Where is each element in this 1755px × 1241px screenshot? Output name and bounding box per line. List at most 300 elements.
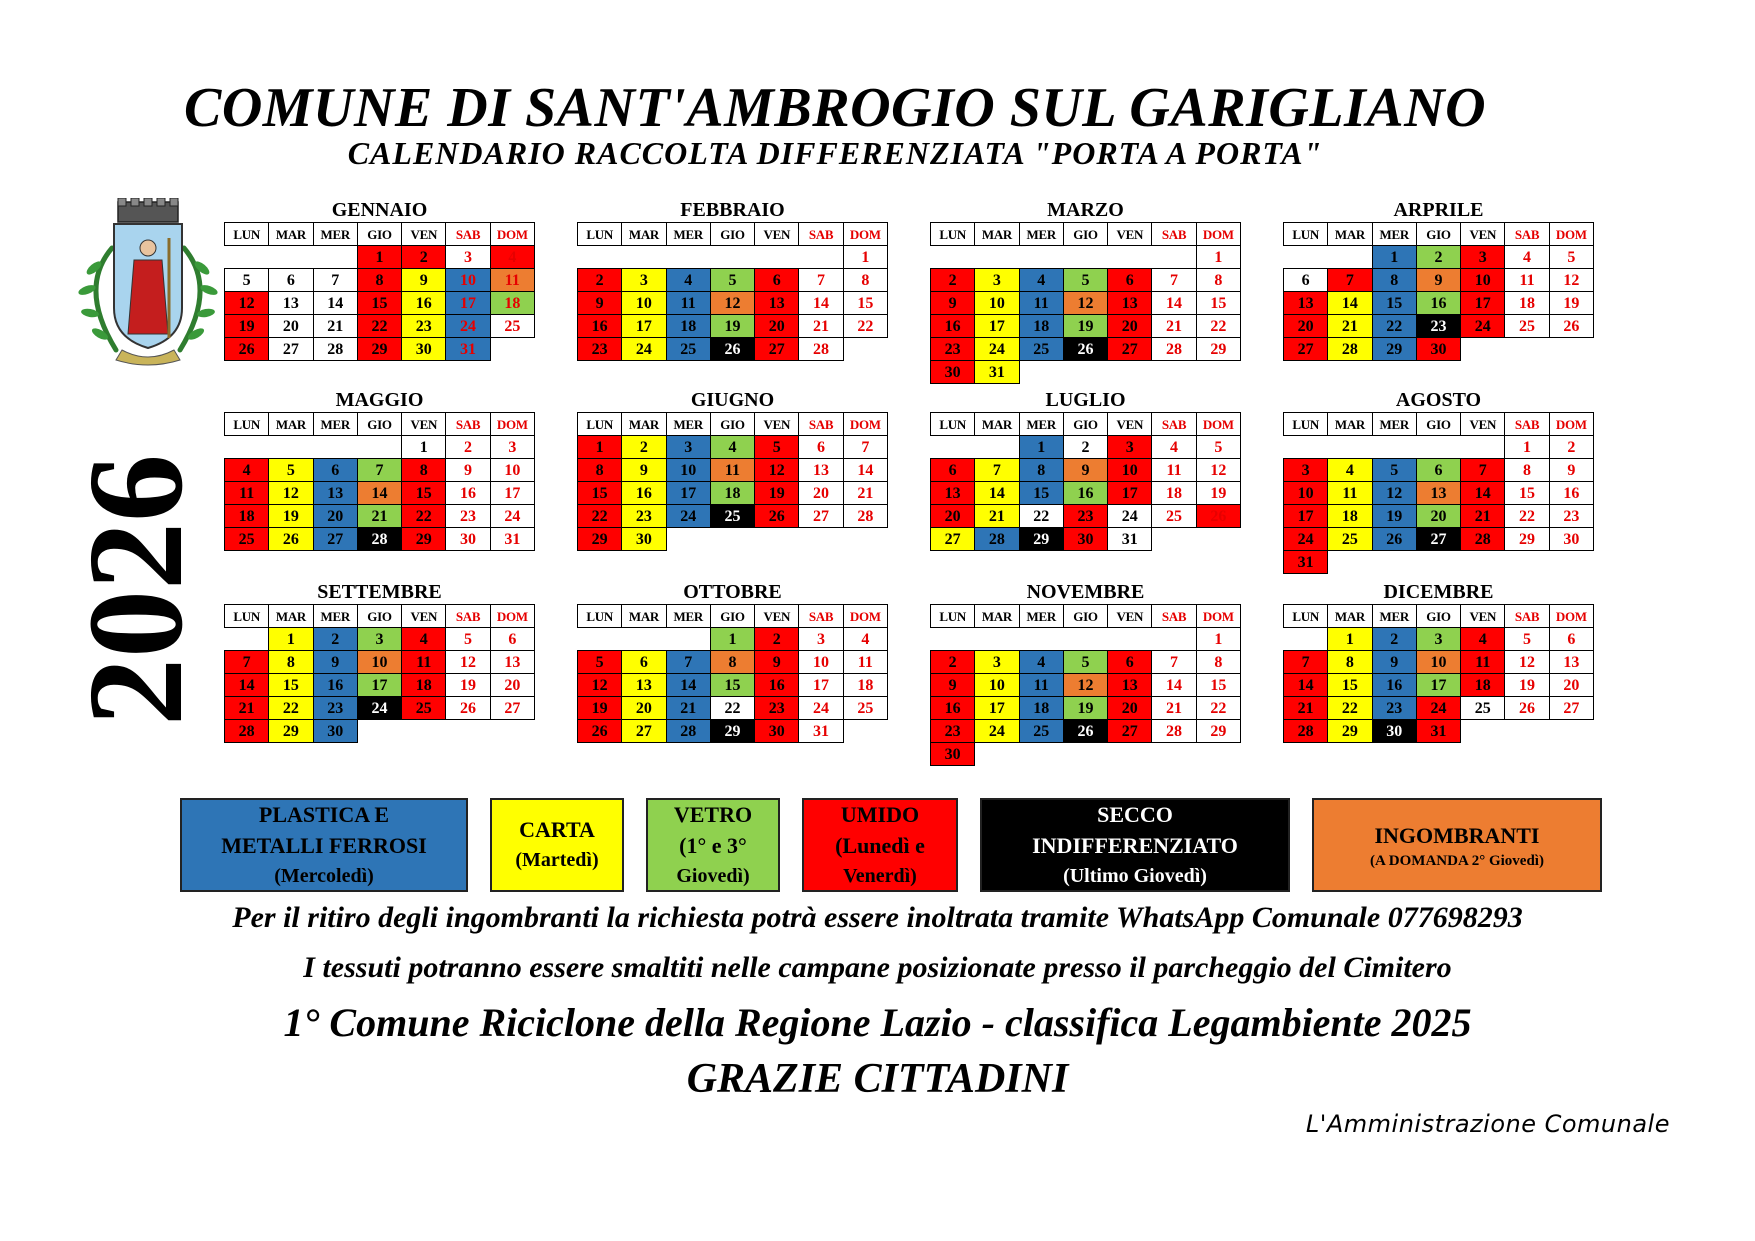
- empty-cell: [578, 628, 622, 651]
- weekday-header: DOM: [1196, 605, 1240, 628]
- legend-label: METALLI FERROSI: [221, 832, 427, 858]
- day-cell: 9: [1416, 269, 1460, 292]
- day-cell: 10: [357, 651, 401, 674]
- weekday-header: GIO: [357, 605, 401, 628]
- day-cell: 2: [578, 269, 622, 292]
- day-cell: 12: [1372, 482, 1416, 505]
- weekday-header: MAR: [269, 605, 313, 628]
- day-cell: 8: [1328, 651, 1372, 674]
- day-cell: 3: [975, 269, 1019, 292]
- empty-cell: [931, 436, 975, 459]
- weekday-header: MER: [1019, 605, 1063, 628]
- day-cell: 25: [1019, 338, 1063, 361]
- day-cell: 4: [490, 246, 534, 269]
- empty-cell: [269, 436, 313, 459]
- weekday-header: LUN: [225, 413, 269, 436]
- empty-cell: [1196, 528, 1240, 551]
- day-cell: 14: [1152, 674, 1196, 697]
- empty-cell: [446, 720, 490, 743]
- day-cell: 9: [1063, 459, 1107, 482]
- empty-cell: [1152, 528, 1196, 551]
- day-cell: 20: [799, 482, 843, 505]
- day-cell: 26: [1372, 528, 1416, 551]
- day-cell: 5: [1372, 459, 1416, 482]
- month-name: OTTOBRE: [683, 581, 782, 603]
- day-cell: 2: [1372, 628, 1416, 651]
- day-cell: 1: [402, 436, 446, 459]
- empty-cell: [357, 436, 401, 459]
- empty-cell: [1461, 338, 1505, 361]
- weekday-header: GIO: [710, 413, 754, 436]
- day-cell: 22: [1019, 505, 1063, 528]
- day-cell: 2: [931, 269, 975, 292]
- day-cell: 17: [799, 674, 843, 697]
- day-cell: 2: [1549, 436, 1593, 459]
- legend-label: PLASTICA E: [258, 801, 390, 827]
- day-cell: 4: [1019, 651, 1063, 674]
- weekday-header: MER: [1372, 605, 1416, 628]
- empty-cell: [1196, 361, 1240, 384]
- day-cell: 1: [1196, 246, 1240, 269]
- weekday-header: MAR: [622, 223, 666, 246]
- day-cell: 15: [1505, 482, 1549, 505]
- day-cell: 1: [1372, 246, 1416, 269]
- day-cell: 30: [931, 361, 975, 384]
- empty-cell: [1328, 551, 1372, 574]
- weekday-header: DOM: [490, 223, 534, 246]
- weekday-header: MAR: [1328, 223, 1372, 246]
- day-cell: 25: [843, 697, 887, 720]
- weekday-header: GIO: [1416, 605, 1460, 628]
- day-cell: 3: [622, 269, 666, 292]
- weekday-header: MAR: [975, 605, 1019, 628]
- day-cell: 24: [490, 505, 534, 528]
- weekday-header: MER: [313, 605, 357, 628]
- day-cell: 16: [1063, 482, 1107, 505]
- day-cell: 29: [1505, 528, 1549, 551]
- empty-cell: [1461, 551, 1505, 574]
- empty-cell: [1063, 246, 1107, 269]
- day-cell: 25: [1328, 528, 1372, 551]
- weekday-header: LUN: [931, 413, 975, 436]
- weekday-header: SAB: [1505, 223, 1549, 246]
- empty-cell: [975, 436, 1019, 459]
- day-cell: 28: [799, 338, 843, 361]
- day-cell: 26: [1549, 315, 1593, 338]
- weekday-header: DOM: [843, 413, 887, 436]
- day-cell: 22: [402, 505, 446, 528]
- day-cell: 25: [1461, 697, 1505, 720]
- day-cell: 9: [446, 459, 490, 482]
- day-cell: 7: [1461, 459, 1505, 482]
- day-cell: 25: [666, 338, 710, 361]
- day-cell: 21: [225, 697, 269, 720]
- day-cell: 10: [1108, 459, 1152, 482]
- day-cell: 20: [755, 315, 799, 338]
- empty-cell: [843, 528, 887, 551]
- day-cell: 5: [1196, 436, 1240, 459]
- day-cell: 31: [490, 528, 534, 551]
- day-cell: 4: [1328, 459, 1372, 482]
- day-cell: 11: [1328, 482, 1372, 505]
- day-cell: 30: [313, 720, 357, 743]
- month-gennaio: [224, 198, 535, 361]
- weekday-header: LUN: [578, 223, 622, 246]
- day-cell: 7: [357, 459, 401, 482]
- day-cell: 8: [578, 459, 622, 482]
- day-cell: 7: [843, 436, 887, 459]
- day-cell: 4: [843, 628, 887, 651]
- day-cell: 3: [1108, 436, 1152, 459]
- day-cell: 4: [1019, 269, 1063, 292]
- day-cell: 20: [269, 315, 313, 338]
- day-cell: 28: [225, 720, 269, 743]
- day-cell: 27: [1108, 338, 1152, 361]
- day-cell: 9: [755, 651, 799, 674]
- day-cell: 12: [1505, 651, 1549, 674]
- day-cell: 17: [975, 697, 1019, 720]
- month-name: MARZO: [1047, 199, 1124, 221]
- empty-cell: [313, 436, 357, 459]
- day-cell: 3: [446, 246, 490, 269]
- empty-cell: [1461, 436, 1505, 459]
- empty-cell: [1019, 246, 1063, 269]
- empty-cell: [1416, 551, 1460, 574]
- day-cell: 24: [622, 338, 666, 361]
- day-cell: 14: [975, 482, 1019, 505]
- day-cell: 31: [1284, 551, 1328, 574]
- day-cell: 16: [931, 697, 975, 720]
- legend-ingombranti: [1312, 798, 1602, 892]
- day-cell: 21: [975, 505, 1019, 528]
- day-cell: 10: [666, 459, 710, 482]
- day-cell: 6: [1284, 269, 1328, 292]
- weekday-header: LUN: [1284, 605, 1328, 628]
- weekday-header: VEN: [1461, 223, 1505, 246]
- day-cell: 7: [799, 269, 843, 292]
- legend-label: INDIFFERENZIATO: [1032, 832, 1238, 858]
- day-cell: 22: [843, 315, 887, 338]
- day-cell: 8: [843, 269, 887, 292]
- day-cell: 8: [357, 269, 401, 292]
- day-cell: 19: [1063, 315, 1107, 338]
- day-cell: 8: [1019, 459, 1063, 482]
- day-cell: 19: [269, 505, 313, 528]
- day-cell: 13: [1549, 651, 1593, 674]
- day-cell: 2: [931, 651, 975, 674]
- weekday-header: LUN: [578, 605, 622, 628]
- day-cell: 27: [1416, 528, 1460, 551]
- empty-cell: [666, 528, 710, 551]
- day-cell: 23: [931, 338, 975, 361]
- day-cell: 5: [269, 459, 313, 482]
- legend-carta: [490, 798, 624, 892]
- day-cell: 29: [710, 720, 754, 743]
- day-cell: 12: [1063, 674, 1107, 697]
- day-cell: 15: [1019, 482, 1063, 505]
- day-cell: 2: [1063, 436, 1107, 459]
- day-cell: 29: [1196, 720, 1240, 743]
- day-cell: 4: [1461, 628, 1505, 651]
- weekday-header: MAR: [622, 605, 666, 628]
- weekday-header: MAR: [1328, 605, 1372, 628]
- empty-cell: [1461, 720, 1505, 743]
- empty-cell: [225, 246, 269, 269]
- day-cell: 9: [931, 292, 975, 315]
- day-cell: 23: [578, 338, 622, 361]
- day-cell: 18: [1019, 315, 1063, 338]
- coat-of-arms-icon: [72, 198, 224, 368]
- legend-plastica: [180, 798, 468, 892]
- month-febbraio: [577, 198, 888, 361]
- day-cell: 15: [357, 292, 401, 315]
- day-cell: 7: [1328, 269, 1372, 292]
- empty-cell: [1063, 628, 1107, 651]
- empty-cell: [1196, 743, 1240, 766]
- legend-label: (1° e 3°: [679, 832, 747, 858]
- empty-cell: [622, 246, 666, 269]
- day-cell: 3: [1416, 628, 1460, 651]
- day-cell: 17: [490, 482, 534, 505]
- day-cell: 10: [799, 651, 843, 674]
- day-cell: 20: [1108, 315, 1152, 338]
- day-cell: 20: [490, 674, 534, 697]
- day-cell: 27: [1284, 338, 1328, 361]
- day-cell: 10: [490, 459, 534, 482]
- empty-cell: [843, 720, 887, 743]
- thanks-text: GRAZIE CITTADINI: [686, 1056, 1069, 1102]
- day-cell: 2: [313, 628, 357, 651]
- day-cell: 14: [1284, 674, 1328, 697]
- month-dicembre: [1283, 580, 1594, 743]
- month-arprile: [1283, 198, 1594, 361]
- weekday-header: GIO: [357, 223, 401, 246]
- day-cell: 12: [225, 292, 269, 315]
- day-cell: 11: [1461, 651, 1505, 674]
- weekday-header: SAB: [1152, 605, 1196, 628]
- day-cell: 20: [622, 697, 666, 720]
- day-cell: 24: [666, 505, 710, 528]
- day-cell: 29: [402, 528, 446, 551]
- day-cell: 21: [313, 315, 357, 338]
- weekday-header: DOM: [1549, 223, 1593, 246]
- day-cell: 28: [1328, 338, 1372, 361]
- empty-cell: [1549, 720, 1593, 743]
- month-novembre: [930, 580, 1241, 766]
- day-cell: 15: [269, 674, 313, 697]
- day-cell: 9: [931, 674, 975, 697]
- day-cell: 27: [931, 528, 975, 551]
- empty-cell: [799, 246, 843, 269]
- day-cell: 1: [1019, 436, 1063, 459]
- day-cell: 27: [490, 697, 534, 720]
- day-cell: 23: [931, 720, 975, 743]
- weekday-header: MAR: [1328, 413, 1372, 436]
- day-cell: 11: [1019, 674, 1063, 697]
- day-cell: 17: [1108, 482, 1152, 505]
- page-title: COMUNE DI SANT'AMBROGIO SUL GARIGLIANO: [183, 77, 1487, 139]
- day-cell: 8: [1196, 269, 1240, 292]
- day-cell: 23: [1549, 505, 1593, 528]
- weekday-header: GIO: [1063, 223, 1107, 246]
- day-cell: 28: [666, 720, 710, 743]
- weekday-header: VEN: [755, 605, 799, 628]
- day-cell: 18: [1152, 482, 1196, 505]
- empty-cell: [1284, 246, 1328, 269]
- empty-cell: [313, 246, 357, 269]
- day-cell: 14: [666, 674, 710, 697]
- day-cell: 29: [1328, 720, 1372, 743]
- weekday-header: MER: [313, 413, 357, 436]
- day-cell: 12: [1063, 292, 1107, 315]
- day-cell: 10: [1416, 651, 1460, 674]
- empty-cell: [843, 338, 887, 361]
- empty-cell: [1505, 720, 1549, 743]
- day-cell: 12: [269, 482, 313, 505]
- weekday-header: MER: [666, 223, 710, 246]
- day-cell: 6: [1416, 459, 1460, 482]
- weekday-header: LUN: [931, 223, 975, 246]
- day-cell: 24: [1416, 697, 1460, 720]
- day-cell: 3: [799, 628, 843, 651]
- weekday-header: SAB: [1152, 223, 1196, 246]
- empty-cell: [1505, 551, 1549, 574]
- day-cell: 19: [710, 315, 754, 338]
- legend-note: Venerdì): [843, 864, 917, 887]
- day-cell: 7: [666, 651, 710, 674]
- day-cell: 15: [578, 482, 622, 505]
- day-cell: 19: [1372, 505, 1416, 528]
- weekday-header: GIO: [1063, 413, 1107, 436]
- day-cell: 20: [1284, 315, 1328, 338]
- weekday-header: VEN: [755, 223, 799, 246]
- day-cell: 30: [1372, 720, 1416, 743]
- day-cell: 19: [446, 674, 490, 697]
- day-cell: 6: [755, 269, 799, 292]
- day-cell: 8: [1196, 651, 1240, 674]
- month-name: DICEMBRE: [1383, 581, 1494, 603]
- month-name: MAGGIO: [335, 389, 424, 411]
- day-cell: 6: [1549, 628, 1593, 651]
- day-cell: 23: [1372, 697, 1416, 720]
- day-cell: 16: [313, 674, 357, 697]
- weekday-header: MAR: [269, 223, 313, 246]
- day-cell: 18: [402, 674, 446, 697]
- day-cell: 13: [490, 651, 534, 674]
- empty-cell: [402, 720, 446, 743]
- weekday-header: VEN: [1108, 605, 1152, 628]
- day-cell: 22: [1196, 315, 1240, 338]
- day-cell: 30: [446, 528, 490, 551]
- day-cell: 1: [357, 246, 401, 269]
- day-cell: 11: [843, 651, 887, 674]
- award-text: 1° Comune Riciclone della Regione Lazio - classifica Legambiente 2025: [283, 1000, 1472, 1045]
- day-cell: 16: [1549, 482, 1593, 505]
- weekday-header: GIO: [1416, 223, 1460, 246]
- day-cell: 19: [1549, 292, 1593, 315]
- day-cell: 13: [931, 482, 975, 505]
- empty-cell: [1372, 551, 1416, 574]
- legend-secco: [980, 798, 1290, 892]
- day-cell: 14: [1461, 482, 1505, 505]
- day-cell: 9: [1549, 459, 1593, 482]
- day-cell: 24: [1461, 315, 1505, 338]
- day-cell: 9: [313, 651, 357, 674]
- day-cell: 8: [269, 651, 313, 674]
- day-cell: 10: [622, 292, 666, 315]
- day-cell: 9: [622, 459, 666, 482]
- empty-cell: [1152, 246, 1196, 269]
- weekday-header: LUN: [1284, 413, 1328, 436]
- weekday-header: SAB: [799, 223, 843, 246]
- day-cell: 14: [1152, 292, 1196, 315]
- day-cell: 10: [975, 674, 1019, 697]
- day-cell: 21: [843, 482, 887, 505]
- legend-vetro: [646, 798, 780, 892]
- empty-cell: [578, 246, 622, 269]
- weekday-header: LUN: [225, 223, 269, 246]
- day-cell: 5: [1063, 269, 1107, 292]
- day-cell: 12: [710, 292, 754, 315]
- day-cell: 2: [402, 246, 446, 269]
- day-cell: 15: [1328, 674, 1372, 697]
- day-cell: 6: [490, 628, 534, 651]
- weekday-header: DOM: [1549, 413, 1593, 436]
- month-name: ARPRILE: [1393, 199, 1484, 221]
- day-cell: 23: [1063, 505, 1107, 528]
- month-name: GIUGNO: [690, 389, 775, 411]
- weekday-header: SAB: [799, 605, 843, 628]
- day-cell: 16: [1416, 292, 1460, 315]
- day-cell: 25: [710, 505, 754, 528]
- empty-cell: [225, 436, 269, 459]
- day-cell: 31: [1416, 720, 1460, 743]
- day-cell: 15: [1196, 674, 1240, 697]
- weekday-header: SAB: [1505, 605, 1549, 628]
- empty-cell: [490, 338, 534, 361]
- day-cell: 18: [490, 292, 534, 315]
- day-cell: 4: [225, 459, 269, 482]
- weekday-header: LUN: [225, 605, 269, 628]
- day-cell: 10: [446, 269, 490, 292]
- day-cell: 12: [1549, 269, 1593, 292]
- day-cell: 9: [578, 292, 622, 315]
- weekday-header: VEN: [402, 223, 446, 246]
- day-cell: 29: [357, 338, 401, 361]
- day-cell: 26: [710, 338, 754, 361]
- day-cell: 14: [1328, 292, 1372, 315]
- empty-cell: [1416, 436, 1460, 459]
- empty-cell: [666, 246, 710, 269]
- ingombranti-info: Per il ritiro degli ingombranti la richiesta potrà essere inoltrata tramite WhatsApp Comunale 077698293: [232, 901, 1523, 934]
- day-cell: 12: [755, 459, 799, 482]
- empty-cell: [975, 246, 1019, 269]
- legend-label: UMIDO: [840, 801, 920, 827]
- day-cell: 1: [578, 436, 622, 459]
- day-cell: 29: [1372, 338, 1416, 361]
- weekday-header: VEN: [402, 413, 446, 436]
- day-cell: 8: [402, 459, 446, 482]
- day-cell: 30: [1416, 338, 1460, 361]
- day-cell: 13: [1108, 674, 1152, 697]
- year-label: 2026: [61, 454, 211, 726]
- day-cell: 27: [622, 720, 666, 743]
- month-name: AGOSTO: [1395, 389, 1482, 411]
- day-cell: 12: [446, 651, 490, 674]
- day-cell: 20: [931, 505, 975, 528]
- legend-label: SECCO: [1097, 801, 1173, 827]
- day-cell: 6: [931, 459, 975, 482]
